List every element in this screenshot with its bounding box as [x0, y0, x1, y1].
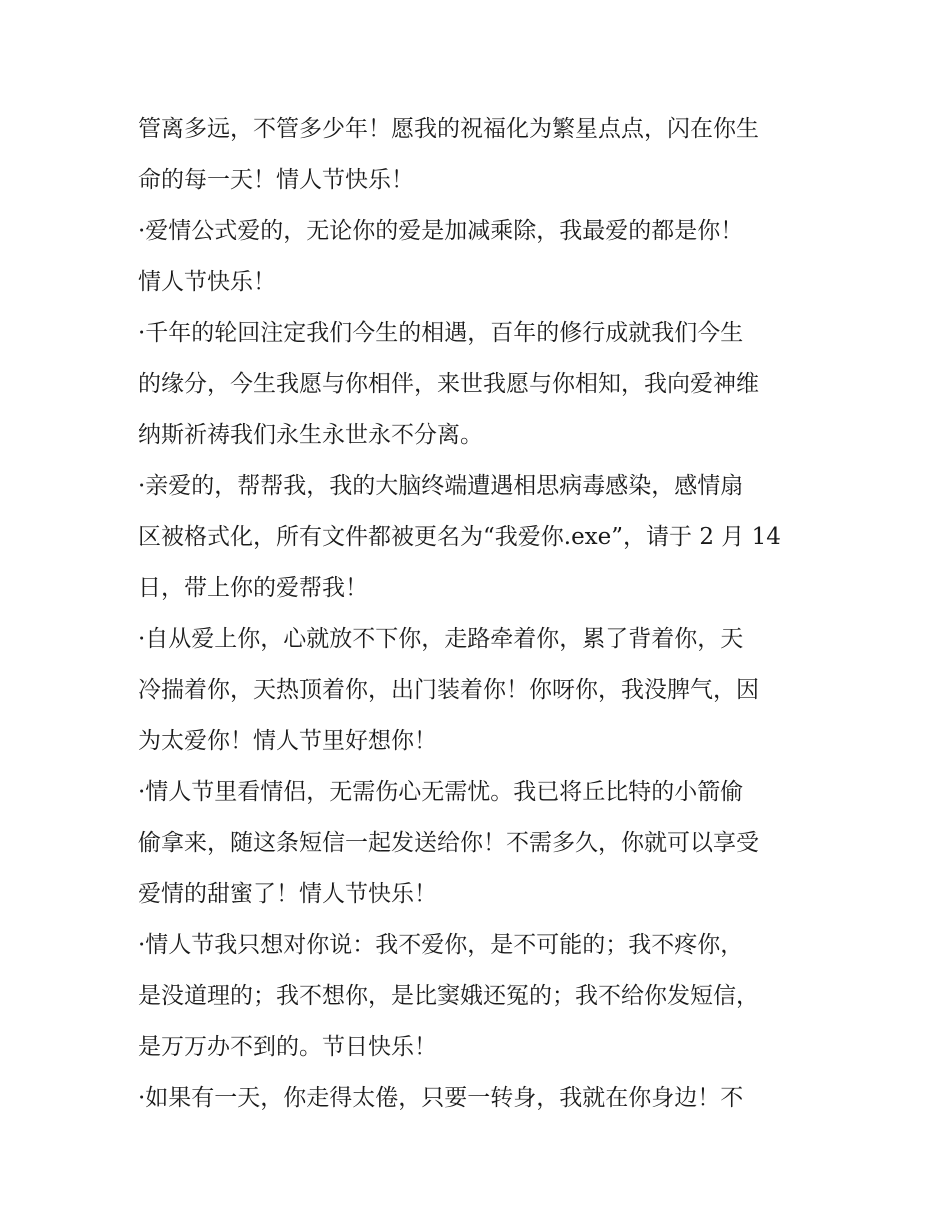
text-line: 爱情的甜蜜了！情人节快乐！: [138, 881, 437, 907]
text-line: ·千年的轮回注定我们今生的相遇，百年的修行成就我们今生: [138, 320, 744, 346]
text-line: 情人节快乐！: [138, 269, 276, 295]
text-line: 区被格式化，所有文件都被更名为“我爱你.exe”，请于 2 月 14: [138, 524, 781, 550]
text-line: 管离多远，不管多少年！愿我的祝福化为繁星点点，闪在你生: [138, 116, 759, 142]
text-line: 为太爱你！情人节里好想你！: [138, 728, 437, 754]
text-line: 是没道理的；我不想你，是比窦娥还冤的；我不给你发短信，: [138, 983, 759, 1009]
text-line: ·自从爱上你，心就放不下你，走路牵着你，累了背着你，天: [138, 626, 744, 652]
text-line: ·爱情公式爱的，无论你的爱是加减乘除，我最爱的都是你！: [138, 218, 744, 244]
text-line: ·情人节我只想对你说：我不爱你，是不可能的；我不疼你，: [138, 932, 744, 958]
text-line: 偷拿来，随这条短信一起发送给你！不需多久，你就可以享受: [138, 830, 759, 856]
text-line: 日，带上你的爱帮我！: [138, 575, 368, 601]
text-line: 是万万办不到的。节日快乐！: [138, 1034, 437, 1060]
body-text: [138, 104, 818, 1124]
text-line: 命的每一天！情人节快乐！: [138, 167, 414, 193]
text-line: 纳斯祈祷我们永生永世永不分离。: [138, 422, 483, 448]
text-line: ·情人节里看情侣，无需伤心无需忧。我已将丘比特的小箭偷: [138, 779, 744, 805]
text-line: 冷揣着你，天热顶着你，出门装着你！你呀你，我没脾气，因: [138, 677, 759, 703]
text-line: 的缘分，今生我愿与你相伴，来世我愿与你相知，我向爱神维: [138, 371, 759, 397]
text-line: ·亲爱的，帮帮我，我的大脑终端遭遇相思病毒感染，感情扇: [138, 473, 744, 499]
text-line: ·如果有一天，你走得太倦，只要一转身，我就在你身边！不: [138, 1085, 744, 1111]
